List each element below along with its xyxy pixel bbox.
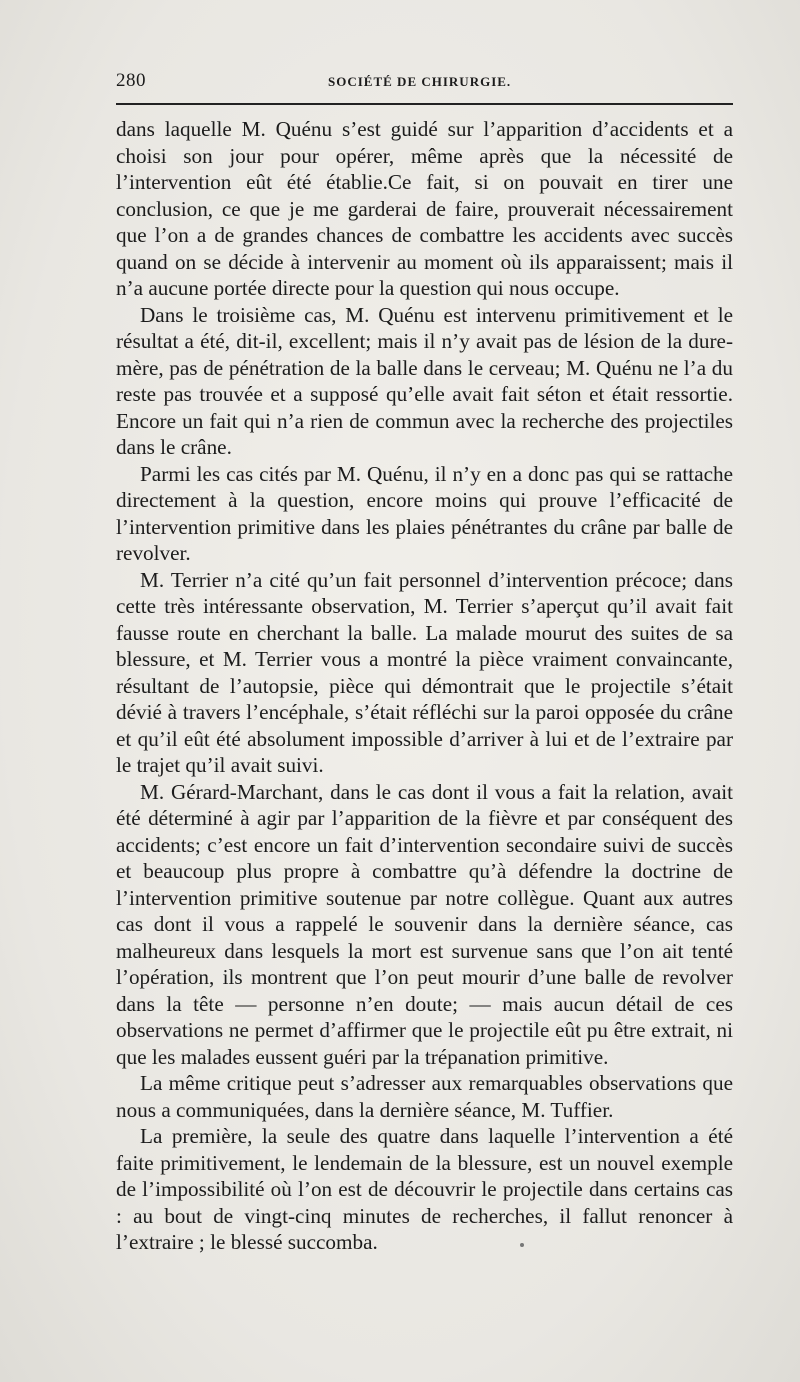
page-header	[116, 70, 733, 98]
paragraph-3: Parmi les cas cités par M. Quénu, il n’y en a donc pas qui se rattache directement à la question, encore moins qui prouve l’efficacité de l’intervention primitive dans les plaies pénétrantes du crâne par balle de revolver.	[116, 461, 733, 565]
paragraph-1: dans laquelle M. Quénu s’est guidé sur l’apparition d’accidents et a choisi son jour pour opérer, même après que la nécessité de l’intervention eût été établie.Ce fait, si on pouvait en tirer une conclusion, ce que je me garderai de faire, prouverait nécessairement que l’on a de grandes chances de combattre les accidents avec succès quand on se décide à intervenir au moment où ils apparaissent; mais il n’a aucune portée directe pour la question qui nous occupe.	[116, 117, 733, 300]
page-number: 280	[116, 70, 146, 91]
running-title: SOCIÉTÉ DE CHIRURGIE.	[328, 74, 512, 89]
ink-speck	[520, 1243, 524, 1247]
paragraph-6: La même critique peut s’adresser aux remarquables observations que nous a communiquées, dans la dernière séance, M. Tuffier.	[116, 1071, 733, 1122]
paragraph-5: M. Gérard-Marchant, dans le cas dont il vous a fait la relation, avait été déterminé à agir par l’apparition de la fièvre et par conséquent des accidents; c’est encore un fait d’intervention secondaire suivi de succès et beaucoup plus propre à combattre qu’à défendre la doctrine de l’intervention primitive soutenue par notre collègue. Quant aux autres cas dont il vous a rappelé le souvenir dans la dernière séance, cas malheureux dans lesquels la mort est survenue sans que l’on ait tenté l’opération, ils montrent que l’on peut mourir d’une balle de revolver dans la tête — personne n’en doute; — mais aucun détail de ces observations ne permet d’affirmer que le projectile eût pu être extrait, ni que les malades eussent guéri par la trépanation primitive.	[116, 779, 733, 1069]
header-rule	[116, 103, 733, 105]
paragraph-4: M. Terrier n’a cité qu’un fait personnel d’intervention précoce; dans cette très intéressante observation, M. Terrier s’aperçut qu’il avait fait fausse route en cherchant la balle. La malade mourut des suites de sa blessure, et M. Terrier vous a montré la pièce vraiment convaincante, résultant de l’autopsie, pièce qui démontrait que le projectile s’était dévié à travers l’encéphale, s’était réfléchi sur la paroi opposée du crâne et qu’il eût été absolument impossible d’arriver à lui et de l’extraire par le trajet qu’il avait suivi.	[116, 567, 733, 777]
paragraph-2: Dans le troisième cas, M. Quénu est intervenu primitivement et le résultat a été, dit-il, excellent; mais il n’y avait pas de lésion de la dure-mère, pas de pénétration de la balle dans le cerveau; M. Quénu ne l’a du reste pas trouvée et a supposé qu’elle avait fait séton et était ressortie. Encore un fait qui n’a rien de commun avec la recherche des projectiles dans le crâne.	[116, 302, 733, 459]
body-text	[116, 116, 733, 1256]
paragraph-7: La première, la seule des quatre dans laquelle l’intervention a été faite primitivement, le lendemain de la blessure, est un nouvel exemple de l’impossibilité où l’on est de découvrir le projectile dans certains cas : au bout de vingt-cinq minutes de recherches, il fallut renoncer à l’extraire ; le blessé succomba.	[116, 1124, 733, 1254]
